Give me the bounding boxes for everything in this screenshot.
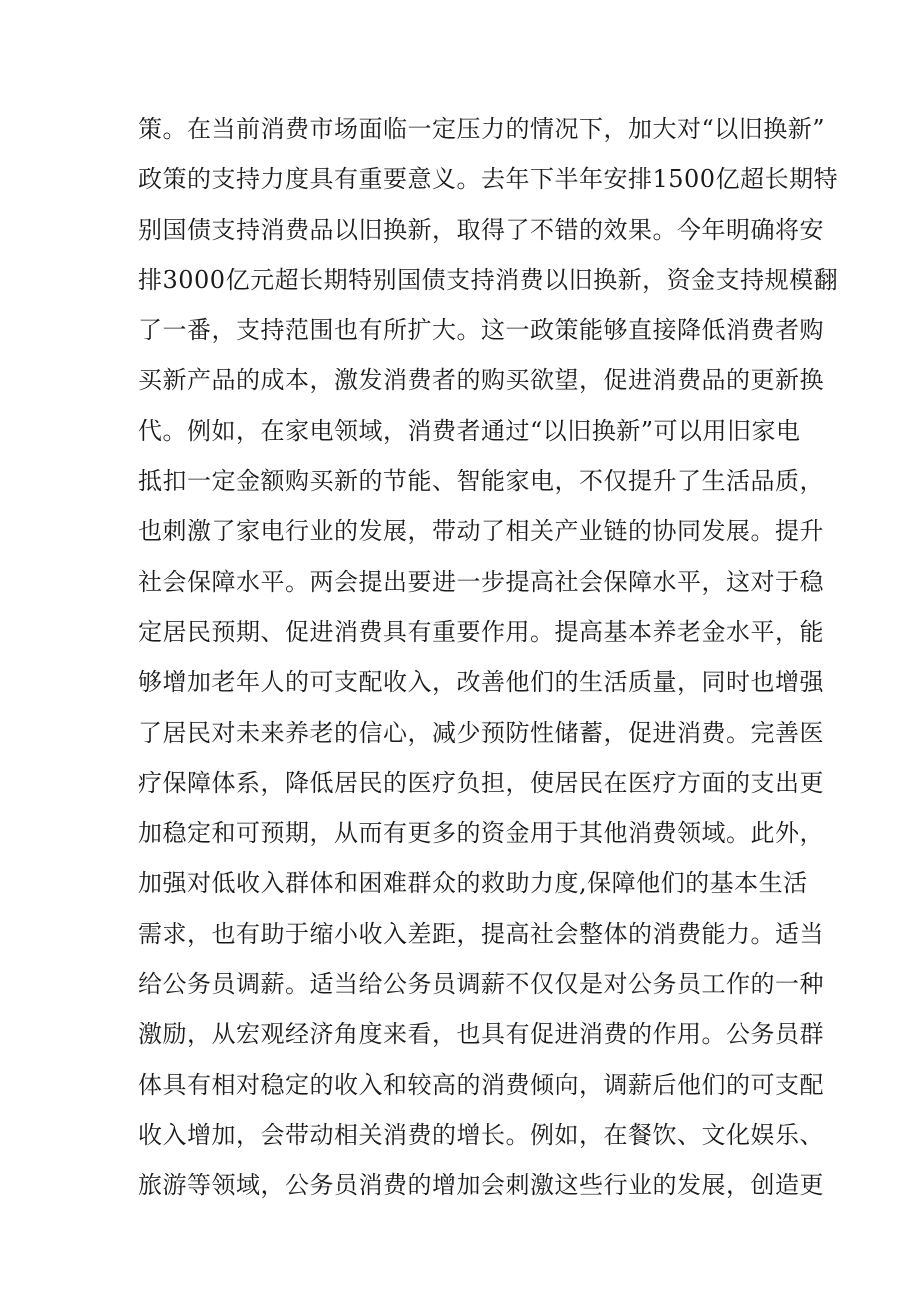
text-line: 了居民对未来养老的信心，减少预防性储蓄，促进消费。完善医 (138, 718, 824, 747)
text-line: 体具有相对稳定的收入和较高的消费倾向，调薪后他们的可支配 (138, 1070, 824, 1099)
text-line: 收入增加，会带动相关消费的增长。例如，在餐饮、文化娱乐、 (138, 1120, 824, 1149)
text-line: 抵扣一定金额购买新的节能、智能家电，不仅提升了生活品质， (138, 467, 824, 496)
body-text (138, 106, 839, 1213)
text-line: 也刺激了家电行业的发展，带动了相关产业链的协同发展。提升 (138, 517, 824, 546)
text-line: 排3000亿元超长期特别国债支持消费以旧换新，资金支持规模翻 (138, 265, 839, 294)
text-line: 加稳定和可预期，从而有更多的资金用于其他消费领域。此外， (138, 819, 824, 848)
text-line: 别国债支持消费品以旧换新，取得了不错的效果。今年明确将安 (138, 215, 824, 244)
text-line: 加强对低收入群体和困难群众的救助力度,保障他们的基本生活 (138, 869, 808, 898)
text-line: 够增加老年人的可支配收入，改善他们的生活质量，同时也增强 (138, 668, 824, 697)
text-line: 疗保障体系，降低居民的医疗负担，使居民在医疗方面的支出更 (138, 768, 824, 797)
text-line: 策。在当前消费市场面临一定压力的情况下，加大对“以旧换新” (138, 115, 826, 143)
text-line: 给公务员调薪。适当给公务员调薪不仅仅是对公务员工作的一种 (138, 970, 824, 999)
text-line: 政策的支持力度具有重要意义。去年下半年安排1500亿超长期特 (138, 165, 839, 194)
text-line: 代。例如，在家电领域，消费者通过“以旧换新”可以用旧家电 (138, 416, 801, 445)
text-line: 买新产品的成本，激发消费者的购买欲望，促进消费品的更新换 (138, 366, 824, 395)
text-line: 旅游等领域，公务员消费的增加会刺激这些行业的发展，创造更 (138, 1171, 824, 1200)
text-line: 社会保障水平。两会提出要进一步提高社会保障水平，这对于稳 (138, 567, 824, 596)
text-line: 激励，从宏观经济角度来看，也具有促进消费的作用。公务员群 (138, 1020, 824, 1049)
text-line: 定居民预期、促进消费具有重要作用。提高基本养老金水平，能 (138, 617, 824, 646)
text-line: 了一番，支持范围也有所扩大。这一政策能够直接降低消费者购 (138, 316, 824, 345)
text-line: 需求，也有助于缩小收入差距，提高社会整体的消费能力。适当 (138, 919, 824, 948)
